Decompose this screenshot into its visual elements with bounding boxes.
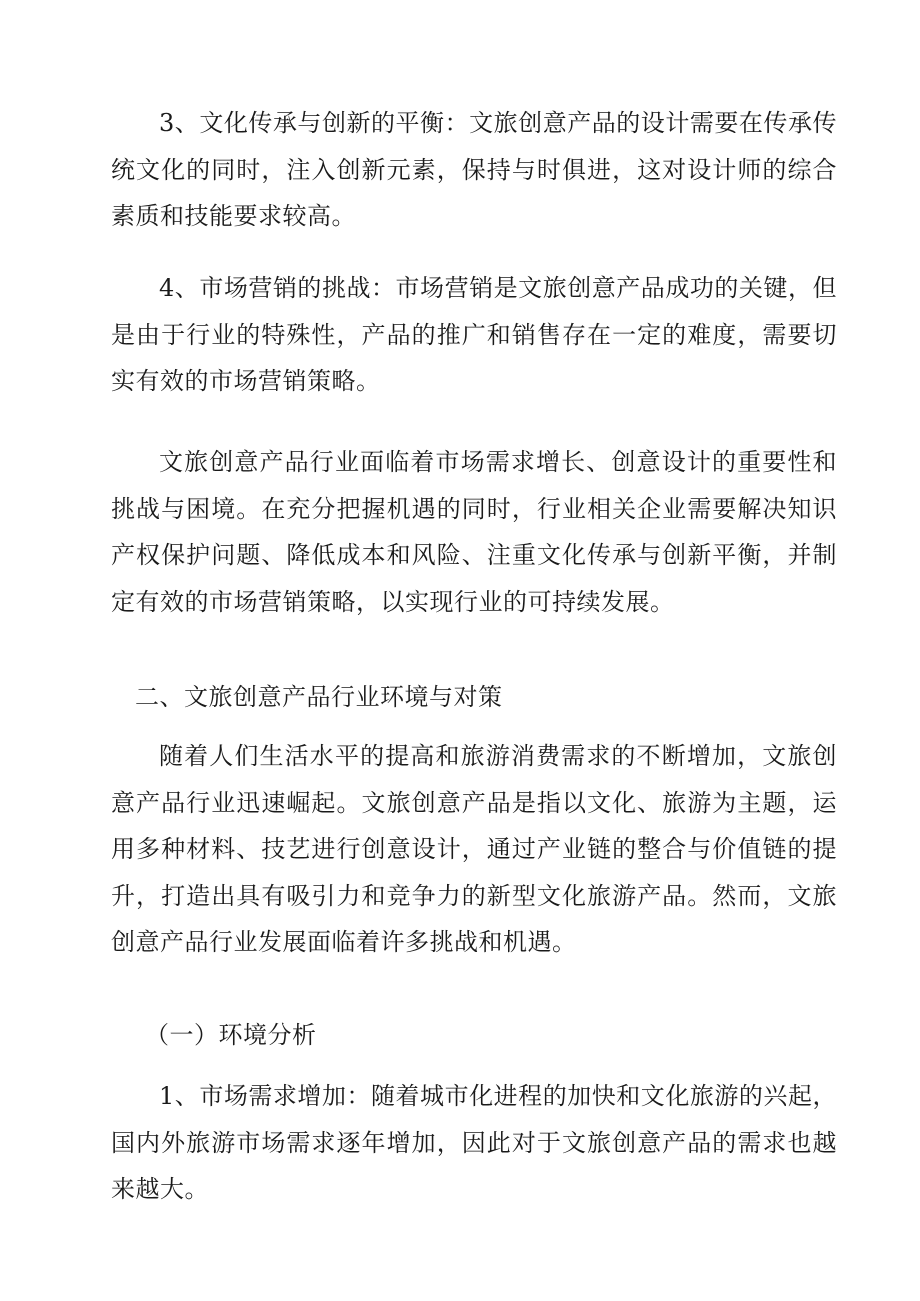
paragraph-industry-intro: 随着人们生活水平的提高和旅游消费需求的不断增加，文旅创意产品行业迅速崛起。文旅创意产品是指以文化、旅游为主题，运用多种材料、技艺进行创意设计，通过产业链的整合与价值链的提升，打造出具有吸引力和竞争力的新型文化旅游产品。然而，文旅创意产品行业发展面临着许多挑战和机遇。 — [111, 742, 837, 956]
subsection-heading-environment-analysis: （一）环境分析 — [145, 1021, 317, 1049]
paragraph-marketing-challenge: 4、市场营销的挑战：市场营销是文旅创意产品成功的关键，但是由于行业的特殊性，产品的推广和销售存在一定的难度，需要切实有效的市场营销策略。 — [111, 274, 837, 395]
paragraph-cultural-balance: 3、文化传承与创新的平衡：文旅创意产品的设计需要在传承传统文化的同时，注入创新元素，保持与时俱进，这对设计师的综合素质和技能要求较高。 — [111, 109, 837, 230]
paragraph-industry-summary: 文旅创意产品行业面临着市场需求增长、创意设计的重要性和挑战与困境。在充分把握机遇的同时，行业相关企业需要解决知识产权保护问题、降低成本和风险、注重文化传承与创新平衡，并制定有效的市场营销策略，以实现行业的可持续发展。 — [111, 448, 837, 616]
paragraph-market-demand: 1、市场需求增加：随着城市化进程的加快和文化旅游的兴起，国内外旅游市场需求逐年增加，因此对于文旅创意产品的需求也越来越大。 — [111, 1082, 837, 1203]
section-heading-environment-strategy: 二、文旅创意产品行业环境与对策 — [135, 683, 503, 711]
